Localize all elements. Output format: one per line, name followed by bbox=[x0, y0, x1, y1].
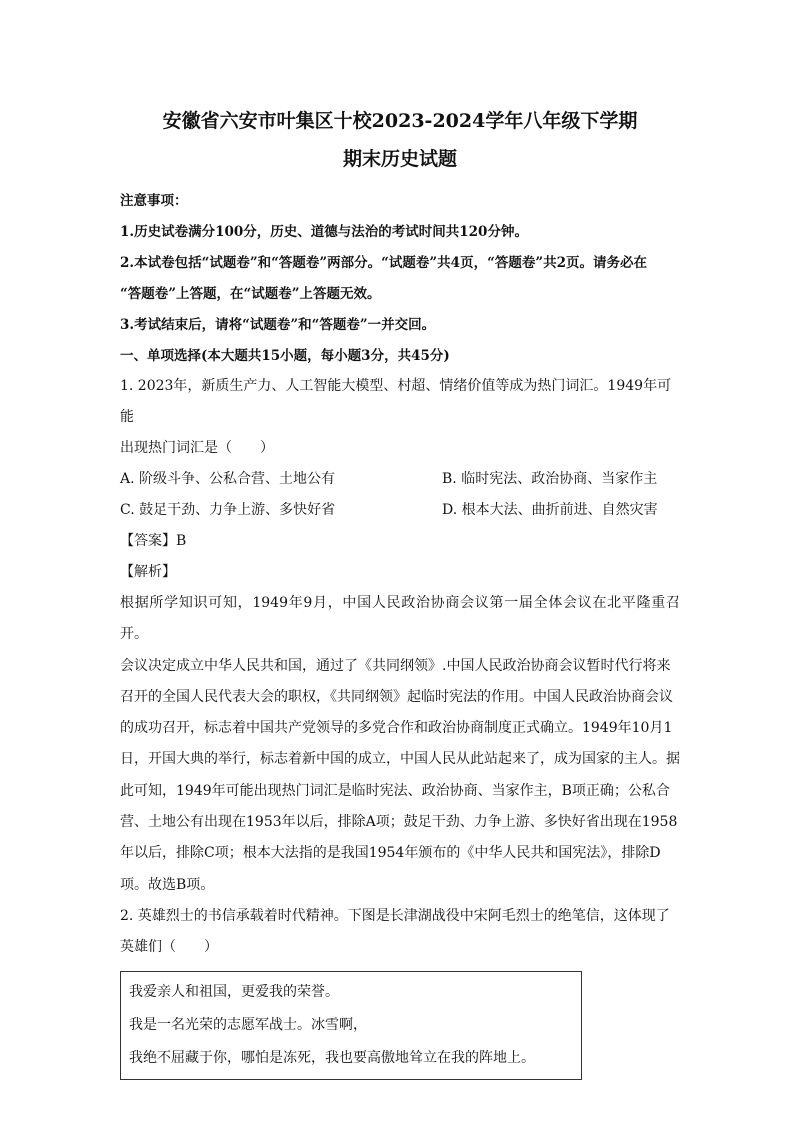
notes-item: 2.本试卷包括“试题卷”和“答题卷”两部分。“试题卷”共4页，“答题卷”共2页。请务必在 bbox=[120, 255, 647, 271]
notes-item: “答题卷”上答题，在“试题卷”上答题无效。 bbox=[120, 286, 381, 302]
quote-line: 我绝不屈藏于你，哪怕是冻死，我也要高傲地耸立在我的阵地上。 bbox=[129, 1049, 535, 1066]
question-stem: 1. 2023年，新质生产力、人工智能大模型、村超、情绪价值等成为热门词汇。1949年可能 bbox=[120, 378, 672, 425]
analysis-line: 项。故选B项。 bbox=[120, 876, 215, 893]
quote-line: 我是一名光荣的志愿军战士。冰雪啊， bbox=[129, 1016, 367, 1033]
document-page bbox=[120, 100, 680, 1080]
notes-section bbox=[120, 186, 680, 341]
document-title-line1: 安徽省六安市叶集区十校2023-2024学年八年级下学期 bbox=[162, 110, 638, 132]
analysis-line: 会议决定成立中华人民共和国，通过了《共同纲领》.中国人民政治协商会议暂时代行将来 bbox=[120, 657, 671, 674]
analysis-line: 营、土地公有出现在1953年以后，排除A项；鼓足干劲、力争上游、多快好省出现在1958 bbox=[120, 814, 678, 831]
question-stem: 出现热门词汇是（ ） bbox=[120, 440, 274, 456]
analysis-line: 召开的全国人民代表大会的职权，《共同纲领》起临时宪法的作用。中国人民政治协商会议 bbox=[120, 688, 673, 705]
section-heading: 一、单项选择(本大题共15小题，每小题3分，共45分) bbox=[120, 348, 450, 364]
question-1 bbox=[120, 371, 680, 901]
analysis-line: 年以后，排除C项；根本大法指的是我国1954年颁布的《中华人民共和国宪法》，排除D bbox=[120, 845, 661, 862]
analysis-label: 【解析】 bbox=[120, 564, 176, 580]
question-2 bbox=[120, 901, 680, 1080]
quote-line: 我爱亲人和祖国，更爱我的荣誉。 bbox=[129, 983, 339, 1000]
notes-item: 1.历史试卷满分100分，历史、道德与法治的考试时间共120分钟。 bbox=[120, 224, 528, 240]
analysis-line: 此可知，1949年可能出现热门词汇是临时宪法、政治协商、当家作主，B项正确；公私合 bbox=[120, 782, 670, 799]
analysis-line: 的成功召开，标志着中国共产党领导的多党合作和政治协商制度正式确立。1949年10月1 bbox=[120, 720, 673, 737]
answer-label: 【答案】B bbox=[120, 533, 187, 549]
option-b: B. 临时宪法、政治协商、当家作主 bbox=[442, 471, 658, 487]
notes-heading: 注意事项： bbox=[120, 193, 188, 209]
question-options bbox=[120, 464, 680, 526]
letter-quote-box bbox=[120, 971, 582, 1080]
notes-item: 3.考试结束后，请将“试题卷”和“答题卷”一并交回。 bbox=[120, 317, 436, 333]
analysis-text bbox=[120, 588, 680, 901]
option-a: A. 阶级斗争、公私合营、土地公有 bbox=[120, 471, 336, 487]
analysis-line: 日，开国大典的举行，标志着新中国的成立，中国人民从此站起来了，成为国家的主人。据 bbox=[120, 751, 680, 768]
question-stem: 2. 英雄烈士的书信承载着时代精神。下图是长津湖战役中宋阿毛烈士的绝笔信，这体现了 bbox=[120, 907, 670, 924]
question-stem: 英雄们（ ） bbox=[120, 938, 218, 955]
document-title-line2: 期末历史试题 bbox=[342, 148, 457, 170]
analysis-line: 根据所学知识可知，1949年9月，中国人民政治协商会议第一届全体会议在北平隆重召开。 bbox=[120, 595, 680, 643]
option-d: D. 根本大法、曲折前进、自然灾害 bbox=[442, 502, 658, 518]
option-c: C. 鼓足干劲、力争上游、多快好省 bbox=[120, 502, 336, 518]
